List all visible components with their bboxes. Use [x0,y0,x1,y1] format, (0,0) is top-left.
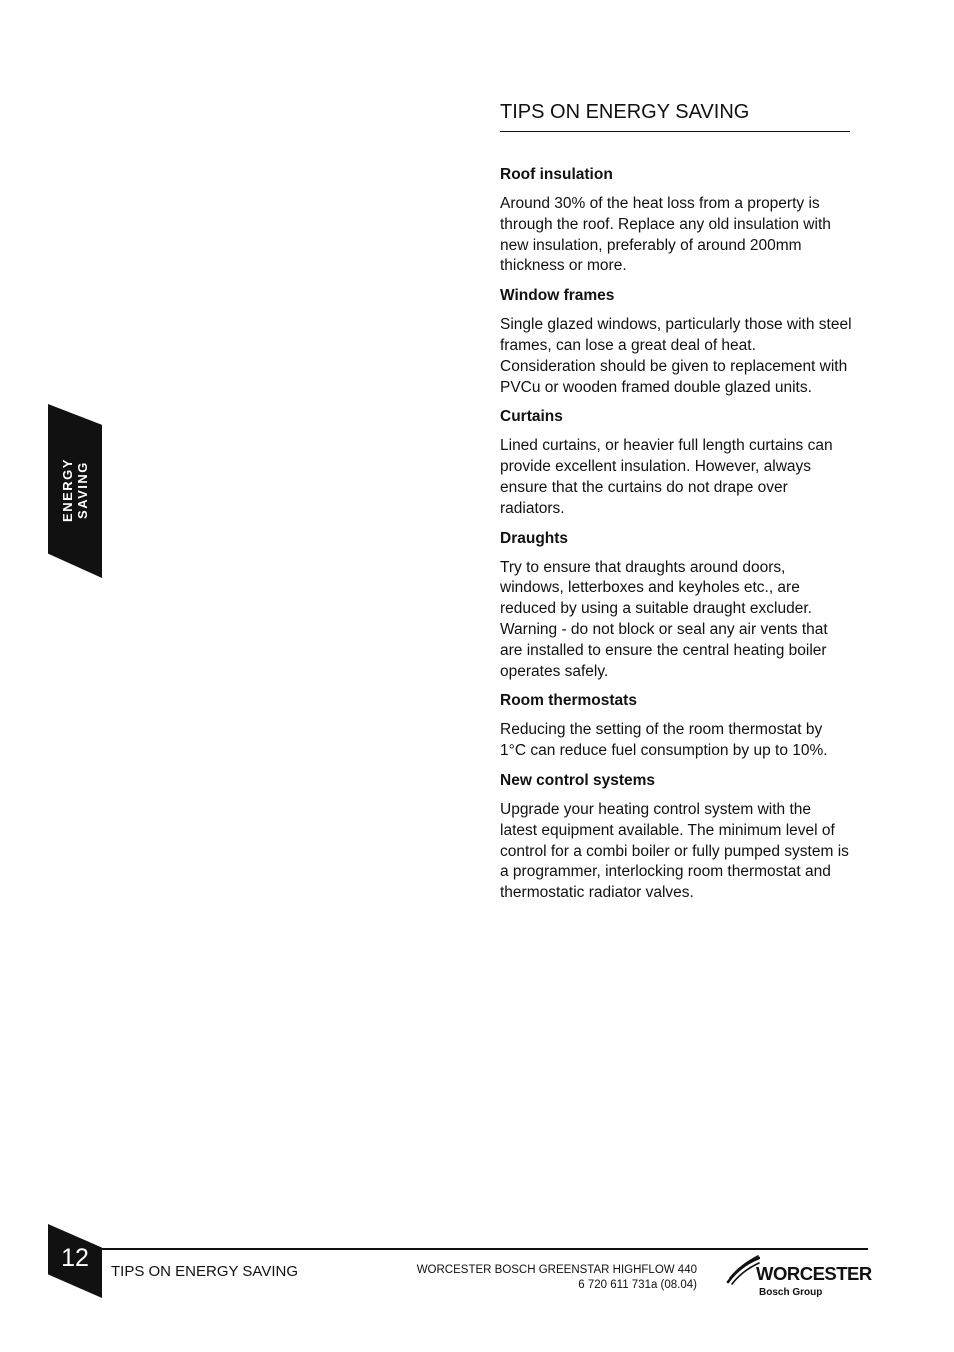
side-tab-line2: SAVING [75,461,90,519]
side-tab-line1: ENERGY [60,458,75,522]
section-body: Single glazed windows, particularly those with steel frames, can lose a great deal of heat. Consideration should be given to replacement with PVCu or wooden framed double glazed units. [500,316,852,396]
footer-section-title: TIPS ON ENERGY SAVING [111,1263,298,1280]
section-body: Lined curtains, or heavier full length curtains can provide excellent insulation. However, always ensure that the curtains do not drape over radiators. [500,437,833,517]
footer-divider [102,1248,868,1250]
section-heading: Curtains [500,408,563,426]
footer-doc-code: 6 720 611 731a (08.04) [578,1279,697,1291]
page-number: 12 [61,1244,89,1272]
page-title: TIPS ON ENERGY SAVING [500,99,850,132]
logo-wordmark: WORCESTER [756,1263,872,1284]
section-heading: New control systems [500,771,656,789]
section-body: Around 30% of the heat loss from a property is through the roof. Replace any old insulation with new insulation, preferably of around 200mm thickness or more. [500,195,831,275]
tips-content [500,164,852,912]
section-heading: Roof insulation [500,166,613,183]
section-heading: Draughts [500,529,569,547]
side-tab-label [60,458,90,522]
section-heading: Window frames [500,287,615,305]
section-room-thermostats [500,690,852,762]
logo-subtitle: Bosch Group [759,1287,823,1298]
worcester-logo [726,1253,872,1301]
section-body: Upgrade your heating control system with the latest equipment available. The minimum level of control for a combi boiler or fully pumped system is a programmer, interlocking room thermostat and thermostatic radiator valves. [500,800,849,902]
section-curtains [500,406,852,519]
section-new-control-systems [500,770,852,904]
footer-product-line: WORCESTER BOSCH GREENSTAR HIGHFLOW 440 [416,1264,697,1276]
section-heading: Room thermostats [500,692,637,710]
section-draughts [500,528,852,683]
section-window-frames [500,285,852,398]
footer-product-info [417,1263,697,1293]
section-body: Try to ensure that draughts around doors, windows, letterboxes and keyholes etc., are reduced by using a suitable draught excluder. Warning - do not block or seal any air vents that are installed to ensure the central heating boiler operates safely. [500,558,828,680]
section-roof-insulation [500,164,852,277]
section-body: Reducing the setting of the room thermostat by 1°C can reduce fuel consumption by up to 10%. [500,721,828,760]
worcester-swoosh-icon [726,1255,760,1285]
